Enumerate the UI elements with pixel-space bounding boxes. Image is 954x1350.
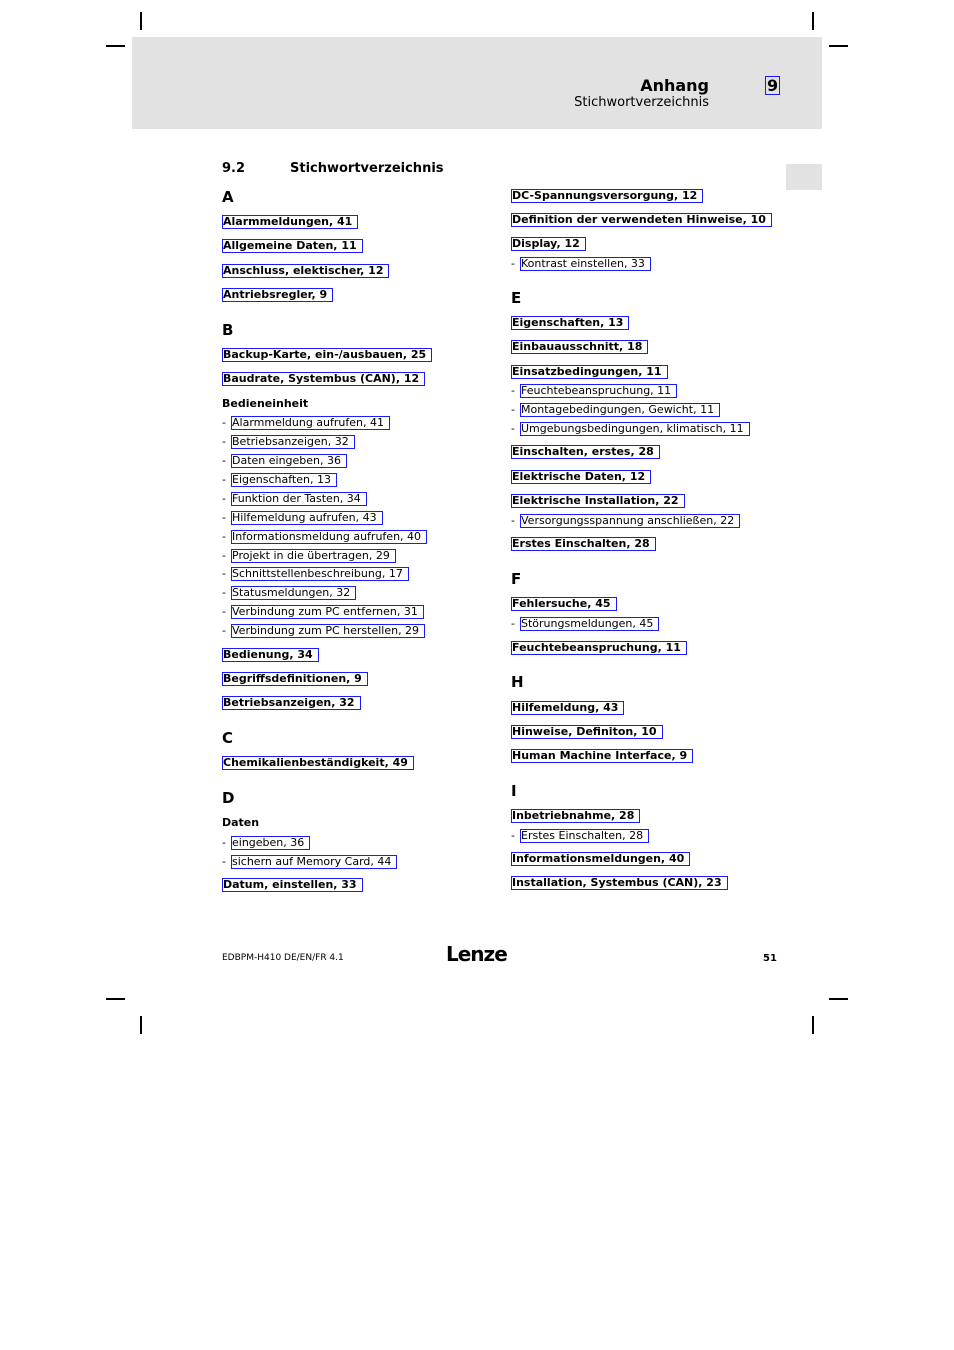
section-title: Stichwortverzeichnis <box>290 161 444 176</box>
index-link[interactable]: Verbindung zum PC herstellen, 29 <box>231 624 425 638</box>
index-link[interactable]: Einbauausschnitt, 18 <box>511 340 648 354</box>
index-entry <box>511 597 617 611</box>
index-link[interactable]: Umgebungsbedingungen, klimatisch, 11 <box>520 422 750 436</box>
index-entry <box>222 264 389 278</box>
index-subentry: - Verbindung zum PC herstellen, 29 <box>222 624 425 638</box>
index-link[interactable]: Bedienung, 34 <box>222 648 319 662</box>
index-link[interactable]: Feuchtebeanspruchung, 11 <box>520 384 677 398</box>
index-link[interactable]: Feuchtebeanspruchung, 11 <box>511 641 687 655</box>
section-heading <box>222 161 444 176</box>
index-link[interactable]: Erstes Einschalten, 28 <box>511 537 656 551</box>
index-link[interactable]: Betriebsanzeigen, 32 <box>222 696 361 710</box>
index-entry <box>511 725 663 739</box>
index-link[interactable]: Funktion der Tasten, 34 <box>231 492 367 506</box>
index-link[interactable]: Störungsmeldungen, 45 <box>520 617 659 631</box>
index-entry <box>511 641 687 655</box>
index-subentry: - Kontrast einstellen, 33 <box>511 257 651 271</box>
index-link[interactable]: Eigenschaften, 13 <box>231 473 337 487</box>
crop-mark <box>106 45 125 47</box>
index-entry <box>511 445 660 459</box>
index-link[interactable]: Verbindung zum PC entfernen, 31 <box>231 605 424 619</box>
index-entry <box>511 237 586 251</box>
index-link[interactable]: Kontrast einstellen, 33 <box>520 257 651 271</box>
index-link[interactable]: Inbetriebnahme, 28 <box>511 809 640 823</box>
index-subentry: - Verbindung zum PC entfernen, 31 <box>222 605 424 619</box>
index-subentry: - Montagebedingungen, Gewicht, 11 <box>511 403 720 417</box>
header-subtitle: Stichwortverzeichnis <box>574 95 709 110</box>
index-link[interactable]: Hilfemeldung aufrufen, 43 <box>231 511 383 525</box>
index-link[interactable]: Montagebedingungen, Gewicht, 11 <box>520 403 720 417</box>
footer-doc-id: EDBPM-H410 DE/EN/FR 4.1 <box>222 953 344 963</box>
index-link[interactable]: Begriffsdefinitionen, 9 <box>222 672 368 686</box>
crop-mark <box>812 12 814 30</box>
crop-mark <box>140 1016 142 1034</box>
crop-mark <box>829 998 848 1000</box>
index-subentry: - Feuchtebeanspruchung, 11 <box>511 384 677 398</box>
index-subentry: - Funktion der Tasten, 34 <box>222 492 367 506</box>
index-link[interactable]: Chemikalienbeständigkeit, 49 <box>222 756 414 770</box>
index-link[interactable]: Schnittstellenbeschreibung, 17 <box>231 567 409 581</box>
chapter-number-link[interactable]: 9 <box>767 76 779 95</box>
index-subentry: - Erstes Einschalten, 28 <box>511 829 649 843</box>
index-link[interactable]: Betriebsanzeigen, 32 <box>231 435 355 449</box>
index-entry <box>222 648 319 662</box>
index-link[interactable]: Elektrische Daten, 12 <box>511 470 651 484</box>
index-entry <box>511 213 772 227</box>
index-entry <box>511 852 690 866</box>
index-link[interactable]: Statusmeldungen, 32 <box>231 586 356 600</box>
index-subentry: - sichern auf Memory Card, 44 <box>222 855 397 869</box>
index-subentry: - Eigenschaften, 13 <box>222 473 337 487</box>
index-subentry: - Betriebsanzeigen, 32 <box>222 435 355 449</box>
index-link[interactable]: Antriebsregler, 9 <box>222 288 333 302</box>
index-link[interactable]: Anschluss, elektischer, 12 <box>222 264 389 278</box>
index-subentry: - Versorgungsspannung anschließen, 22 <box>511 514 740 528</box>
index-subentry: - Alarmmeldung aufrufen, 41 <box>222 416 390 430</box>
index-subentry: - Hilfemeldung aufrufen, 43 <box>222 511 383 525</box>
index-entry <box>222 672 368 686</box>
index-link[interactable]: Allgemeine Daten, 11 <box>222 239 363 253</box>
index-link[interactable]: Projekt in die übertragen, 29 <box>231 549 396 563</box>
index-entry <box>511 189 703 203</box>
index-link[interactable]: Einsatzbedingungen, 11 <box>511 365 668 379</box>
index-link[interactable]: Hilfemeldung, 43 <box>511 701 624 715</box>
crop-mark <box>140 12 142 30</box>
index-letter-i: I <box>511 782 517 800</box>
header-band <box>132 37 822 129</box>
crop-mark <box>106 998 125 1000</box>
index-link[interactable]: Alarmmeldung aufrufen, 41 <box>231 416 390 430</box>
index-link[interactable]: Definition der verwendeten Hinweise, 10 <box>511 213 772 227</box>
index-subentry: - Daten eingeben, 36 <box>222 454 347 468</box>
section-number: 9.2 <box>222 161 246 176</box>
crop-mark <box>829 45 848 47</box>
index-link[interactable]: Datum, einstellen, 33 <box>222 878 363 892</box>
index-letter-c: C <box>222 729 234 747</box>
index-link[interactable]: sichern auf Memory Card, 44 <box>231 855 397 869</box>
index-link[interactable]: DC-Spannungsversorgung, 12 <box>511 189 703 203</box>
lenze-logo: Lenze <box>446 942 507 966</box>
index-link[interactable]: Fehlersuche, 45 <box>511 597 617 611</box>
index-link[interactable]: Installation, Systembus (CAN), 23 <box>511 876 728 890</box>
page-number: 51 <box>763 953 777 964</box>
index-entry <box>511 494 685 508</box>
index-letter-h: H <box>511 673 524 691</box>
index-subentry: - Statusmeldungen, 32 <box>222 586 356 600</box>
index-entry <box>511 701 624 715</box>
index-entry <box>222 878 363 892</box>
index-subentry: - Schnittstellenbeschreibung, 17 <box>222 567 409 581</box>
index-letter-d: D <box>222 789 235 807</box>
index-entry <box>511 749 693 763</box>
index-link[interactable]: Erstes Einschalten, 28 <box>520 829 649 843</box>
index-link[interactable]: Alarmmeldungen, 41 <box>222 215 358 229</box>
index-entry <box>511 809 640 823</box>
index-entry <box>222 215 358 229</box>
index-group-heading: Bedieneinheit <box>222 397 309 410</box>
index-link[interactable]: Human Machine Interface, 9 <box>511 749 693 763</box>
side-tab <box>786 164 822 190</box>
index-entry <box>222 696 361 710</box>
index-link[interactable]: Eigenschaften, 13 <box>511 316 629 330</box>
index-letter-b: B <box>222 321 234 339</box>
index-subentry: - Störungsmeldungen, 45 <box>511 617 659 631</box>
index-entry <box>511 470 651 484</box>
index-link[interactable]: Informationsmeldungen, 40 <box>511 852 690 866</box>
index-link[interactable]: Baudrate, Systembus (CAN), 12 <box>222 372 425 386</box>
index-link[interactable]: Daten eingeben, 36 <box>231 454 347 468</box>
index-link[interactable]: Einschalten, erstes, 28 <box>511 445 660 459</box>
index-entry <box>511 537 656 551</box>
index-link[interactable]: Versorgungsspannung anschließen, 22 <box>520 514 740 528</box>
index-subentry: - Projekt in die übertragen, 29 <box>222 549 396 563</box>
index-link[interactable]: Informationsmeldung aufrufen, 40 <box>231 530 427 544</box>
index-subentry: - eingeben, 36 <box>222 836 310 850</box>
index-link[interactable]: Display, 12 <box>511 237 586 251</box>
index-link[interactable]: Elektrische Installation, 22 <box>511 494 685 508</box>
header-title: Anhang <box>640 76 709 95</box>
crop-mark <box>812 1016 814 1034</box>
index-entry <box>511 316 629 330</box>
index-entry <box>511 876 728 890</box>
index-link[interactable]: Backup-Karte, ein-/ausbauen, 25 <box>222 348 432 362</box>
index-link[interactable]: Hinweise, Definiton, 10 <box>511 725 663 739</box>
index-entry <box>511 340 648 354</box>
index-entry <box>222 756 414 770</box>
index-group-heading: Daten <box>222 816 260 829</box>
index-letter-f: F <box>511 570 522 588</box>
index-entry <box>222 239 363 253</box>
index-subentry: - Informationsmeldung aufrufen, 40 <box>222 530 427 544</box>
index-entry <box>511 365 668 379</box>
index-entry <box>222 288 333 302</box>
index-letter-a: A <box>222 188 234 206</box>
index-entry <box>222 372 425 386</box>
index-letter-e: E <box>511 289 522 307</box>
index-link[interactable]: eingeben, 36 <box>231 836 310 850</box>
index-subentry: - Umgebungsbedingungen, klimatisch, 11 <box>511 422 750 436</box>
index-entry <box>222 348 432 362</box>
